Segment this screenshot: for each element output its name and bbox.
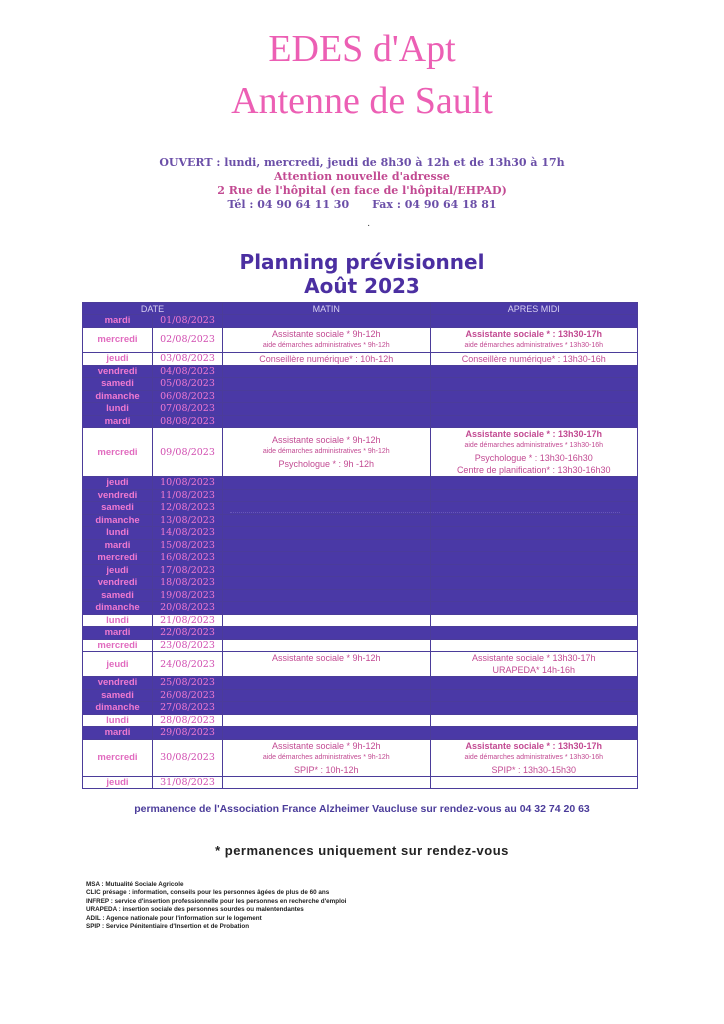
legend-line: URAPEDA : insertion sociale des personnes sourdes ou malentendantes bbox=[86, 906, 304, 914]
planning-month: Août 2023 bbox=[304, 274, 420, 298]
row-date: 03/08/2023 bbox=[153, 352, 223, 365]
row-day: jeudi bbox=[83, 776, 153, 789]
appointment-line: SPIP* : 13h30-15h30 bbox=[491, 764, 577, 775]
row-afternoon bbox=[430, 714, 638, 727]
row-morning bbox=[223, 564, 431, 577]
row-morning bbox=[223, 527, 431, 540]
row-afternoon bbox=[430, 652, 638, 677]
row-day: lundi bbox=[83, 614, 153, 627]
row-day: jeudi bbox=[83, 477, 153, 490]
row-afternoon bbox=[430, 403, 638, 416]
row-day: dimanche bbox=[83, 702, 153, 715]
row-afternoon bbox=[430, 415, 638, 428]
row-day: mercredi bbox=[83, 327, 153, 352]
row-morning bbox=[223, 378, 431, 391]
scan-noise-line bbox=[230, 512, 620, 514]
phone-fax: Tél : 04 90 64 11 30 Fax : 04 90 64 18 81 bbox=[227, 198, 497, 211]
row-afternoon bbox=[430, 639, 638, 652]
row-morning bbox=[223, 602, 431, 615]
row-day: samedi bbox=[83, 502, 153, 515]
row-morning bbox=[223, 614, 431, 627]
row-date: 11/08/2023 bbox=[153, 489, 223, 502]
row-morning bbox=[223, 577, 431, 590]
row-day: lundi bbox=[83, 714, 153, 727]
address: 2 Rue de l'hôpital (en face de l'hôpital/EHPAD) bbox=[217, 184, 507, 197]
table-row bbox=[83, 739, 638, 776]
row-date: 30/08/2023 bbox=[153, 739, 223, 776]
row-afternoon bbox=[430, 378, 638, 391]
row-date: 13/08/2023 bbox=[153, 514, 223, 527]
row-day: vendredi bbox=[83, 365, 153, 378]
table-row bbox=[83, 403, 638, 416]
row-afternoon bbox=[430, 727, 638, 740]
row-date: 12/08/2023 bbox=[153, 502, 223, 515]
row-date: 14/08/2023 bbox=[153, 527, 223, 540]
row-day: mercredi bbox=[83, 739, 153, 776]
table-row bbox=[83, 702, 638, 715]
row-date: 26/08/2023 bbox=[153, 689, 223, 702]
appointment-line: aide démarches administratives * 9h-12h bbox=[262, 448, 390, 455]
row-afternoon bbox=[430, 489, 638, 502]
row-day: mercredi bbox=[83, 639, 153, 652]
row-day: lundi bbox=[83, 403, 153, 416]
row-date: 29/08/2023 bbox=[153, 727, 223, 740]
table-row bbox=[83, 602, 638, 615]
row-afternoon bbox=[430, 689, 638, 702]
appointment-line: aide démarches administratives * 13h30-16h bbox=[464, 341, 604, 349]
row-date: 10/08/2023 bbox=[153, 477, 223, 490]
row-morning bbox=[223, 477, 431, 490]
appointment-line: Assistante sociale * 9h-12h bbox=[271, 653, 381, 663]
appointment-line: Assistante sociale * 9h-12h bbox=[271, 435, 381, 445]
row-day: mardi bbox=[83, 415, 153, 428]
legend-line: SPIP : Service Pénitentiaire d'Insertion et de Probation bbox=[86, 923, 250, 931]
table-row bbox=[83, 677, 638, 690]
row-morning bbox=[223, 627, 431, 640]
row-day: vendredi bbox=[83, 677, 153, 690]
row-day: vendredi bbox=[83, 489, 153, 502]
table-row bbox=[83, 564, 638, 577]
appointment-line: aide démarches administratives * 13h30-16h bbox=[464, 442, 604, 449]
row-afternoon bbox=[430, 477, 638, 490]
table-row bbox=[83, 614, 638, 627]
row-date: 08/08/2023 bbox=[153, 415, 223, 428]
row-morning bbox=[223, 677, 431, 690]
row-afternoon bbox=[430, 527, 638, 540]
row-date: 25/08/2023 bbox=[153, 677, 223, 690]
row-day: jeudi bbox=[83, 564, 153, 577]
row-date: 07/08/2023 bbox=[153, 403, 223, 416]
appointment-line: Assistante sociale * 13h30-17h bbox=[471, 653, 596, 663]
row-afternoon bbox=[430, 589, 638, 602]
row-afternoon bbox=[430, 627, 638, 640]
table-row bbox=[83, 652, 638, 677]
row-afternoon bbox=[430, 702, 638, 715]
row-morning bbox=[223, 702, 431, 715]
row-date: 27/08/2023 bbox=[153, 702, 223, 715]
planning-title: Planning prévisionnel bbox=[239, 250, 485, 274]
row-morning bbox=[223, 714, 431, 727]
header-date: DATE bbox=[83, 303, 223, 315]
table-row bbox=[83, 365, 638, 378]
title-subtitle: Antenne de Sault bbox=[231, 80, 493, 122]
row-afternoon bbox=[430, 365, 638, 378]
row-afternoon bbox=[430, 739, 638, 776]
row-afternoon bbox=[430, 390, 638, 403]
row-date: 16/08/2023 bbox=[153, 552, 223, 565]
row-morning bbox=[223, 428, 431, 477]
table-row bbox=[83, 489, 638, 502]
table-row bbox=[83, 714, 638, 727]
row-afternoon bbox=[430, 514, 638, 527]
row-afternoon bbox=[430, 602, 638, 615]
row-date: 15/08/2023 bbox=[153, 539, 223, 552]
appointment-line: aide démarches administratives * 13h30-16h bbox=[464, 753, 604, 761]
table-row bbox=[83, 589, 638, 602]
row-date: 05/08/2023 bbox=[153, 378, 223, 391]
row-afternoon bbox=[430, 776, 638, 789]
row-afternoon bbox=[430, 352, 638, 365]
table-row bbox=[83, 627, 638, 640]
row-morning bbox=[223, 403, 431, 416]
row-afternoon bbox=[430, 315, 638, 328]
row-day: mardi bbox=[83, 539, 153, 552]
row-day: samedi bbox=[83, 378, 153, 391]
appointment-line: SPIP* : 10h-12h bbox=[293, 764, 359, 775]
row-day: dimanche bbox=[83, 602, 153, 615]
table-row bbox=[83, 539, 638, 552]
appointment-line: Assistante sociale * : 13h30-17h bbox=[465, 740, 603, 751]
row-morning bbox=[223, 352, 431, 365]
row-day: samedi bbox=[83, 589, 153, 602]
row-morning bbox=[223, 539, 431, 552]
appointment-line: Assistante sociale * 9h-12h bbox=[271, 328, 381, 339]
row-day: mardi bbox=[83, 727, 153, 740]
row-date: 21/08/2023 bbox=[153, 614, 223, 627]
row-day: mardi bbox=[83, 315, 153, 328]
row-day: jeudi bbox=[83, 352, 153, 365]
table-row bbox=[83, 315, 638, 328]
row-afternoon bbox=[430, 539, 638, 552]
table-row bbox=[83, 428, 638, 477]
row-date: 28/08/2023 bbox=[153, 714, 223, 727]
row-afternoon bbox=[430, 564, 638, 577]
appointment-line: aide démarches administratives * 9h-12h bbox=[262, 341, 390, 349]
row-day: vendredi bbox=[83, 577, 153, 590]
row-morning bbox=[223, 415, 431, 428]
table-row bbox=[83, 477, 638, 490]
appointment-line: Psychologue * : 13h30-16h30 bbox=[474, 453, 593, 463]
row-date: 23/08/2023 bbox=[153, 639, 223, 652]
row-morning bbox=[223, 639, 431, 652]
table-row bbox=[83, 639, 638, 652]
row-date: 04/08/2023 bbox=[153, 365, 223, 378]
row-date: 19/08/2023 bbox=[153, 589, 223, 602]
row-afternoon bbox=[430, 677, 638, 690]
table-row bbox=[83, 390, 638, 403]
appointment-line: Conseillère numérique* : 13h30-16h bbox=[461, 353, 606, 364]
stray-dot: · bbox=[367, 220, 371, 231]
appointment-line: Assistante sociale * : 13h30-17h bbox=[465, 328, 603, 339]
row-day: dimanche bbox=[83, 390, 153, 403]
table-row bbox=[83, 527, 638, 540]
row-date: 01/08/2023 bbox=[153, 315, 223, 328]
row-afternoon bbox=[430, 577, 638, 590]
row-morning bbox=[223, 689, 431, 702]
row-date: 09/08/2023 bbox=[153, 428, 223, 477]
row-date: 22/08/2023 bbox=[153, 627, 223, 640]
row-date: 18/08/2023 bbox=[153, 577, 223, 590]
row-morning bbox=[223, 552, 431, 565]
opening-hours: OUVERT : lundi, mercredi, jeudi de 8h30 à 12h et de 13h30 à 17h bbox=[159, 156, 565, 169]
header-afternoon: APRES MIDI bbox=[430, 303, 638, 315]
alzheimer-notice: permanence de l'Association France Alzheimer Vaucluse sur rendez-vous au 04 32 74 20 63 bbox=[134, 803, 590, 815]
row-day: samedi bbox=[83, 689, 153, 702]
row-afternoon bbox=[430, 552, 638, 565]
appointment-line: Psychologue * : 9h -12h bbox=[278, 459, 375, 469]
table-body bbox=[83, 315, 638, 789]
table-header-row bbox=[83, 303, 638, 315]
table-row bbox=[83, 577, 638, 590]
table-row bbox=[83, 514, 638, 527]
row-morning bbox=[223, 390, 431, 403]
row-morning bbox=[223, 739, 431, 776]
row-day: lundi bbox=[83, 527, 153, 540]
table-row bbox=[83, 689, 638, 702]
appointment-line: Centre de planification* : 13h30-16h30 bbox=[456, 465, 611, 475]
table-row bbox=[83, 352, 638, 365]
appointment-notice: * permanences uniquement sur rendez-vous bbox=[215, 843, 509, 858]
row-date: 20/08/2023 bbox=[153, 602, 223, 615]
table-row bbox=[83, 327, 638, 352]
appointment-line: Conseillère numérique* : 10h-12h bbox=[259, 353, 394, 364]
legend-line: MSA : Mutualité Sociale Agricole bbox=[86, 881, 184, 888]
row-morning bbox=[223, 589, 431, 602]
row-date: 24/08/2023 bbox=[153, 652, 223, 677]
appointment-line bbox=[223, 664, 430, 676]
row-day: dimanche bbox=[83, 514, 153, 527]
row-date: 02/08/2023 bbox=[153, 327, 223, 352]
table-row bbox=[83, 776, 638, 789]
row-day: mardi bbox=[83, 627, 153, 640]
row-morning bbox=[223, 727, 431, 740]
appointment-line: Assistante sociale * 9h-12h bbox=[271, 740, 381, 751]
row-morning bbox=[223, 489, 431, 502]
row-day: jeudi bbox=[83, 652, 153, 677]
table-row bbox=[83, 378, 638, 391]
legend-line: ADIL : Agence nationale pour l'information sur le logement bbox=[86, 914, 262, 922]
row-afternoon bbox=[430, 327, 638, 352]
row-morning bbox=[223, 365, 431, 378]
row-morning bbox=[223, 327, 431, 352]
table-row bbox=[83, 415, 638, 428]
appointment-line: aide démarches administratives * 9h-12h bbox=[262, 753, 390, 761]
row-afternoon bbox=[430, 428, 638, 477]
legend-line: INFREP : service d'insertion professionnelle pour les personnes en recherche d'emploi bbox=[86, 897, 347, 905]
row-date: 06/08/2023 bbox=[153, 390, 223, 403]
row-morning bbox=[223, 652, 431, 677]
appointment-line: URAPEDA* 14h-16h bbox=[492, 665, 576, 675]
planning-table bbox=[82, 302, 638, 789]
row-morning bbox=[223, 776, 431, 789]
row-date: 17/08/2023 bbox=[153, 564, 223, 577]
appointment-line: Assistante sociale * : 13h30-17h bbox=[465, 429, 603, 439]
table-row bbox=[83, 552, 638, 565]
header-morning: MATIN bbox=[223, 303, 431, 315]
row-date: 31/08/2023 bbox=[153, 776, 223, 789]
table-row bbox=[83, 727, 638, 740]
abbreviations-legend bbox=[86, 881, 346, 931]
row-afternoon bbox=[430, 614, 638, 627]
address-notice: Attention nouvelle d'adresse bbox=[274, 170, 450, 183]
legend-line: CLIC présage : information, conseils pour les personnes âgées de plus de 60 ans bbox=[86, 889, 330, 897]
row-morning bbox=[223, 315, 431, 328]
row-day: mercredi bbox=[83, 428, 153, 477]
row-day: mercredi bbox=[83, 552, 153, 565]
title-main: EDES d'Apt bbox=[268, 28, 456, 70]
row-morning bbox=[223, 514, 431, 527]
